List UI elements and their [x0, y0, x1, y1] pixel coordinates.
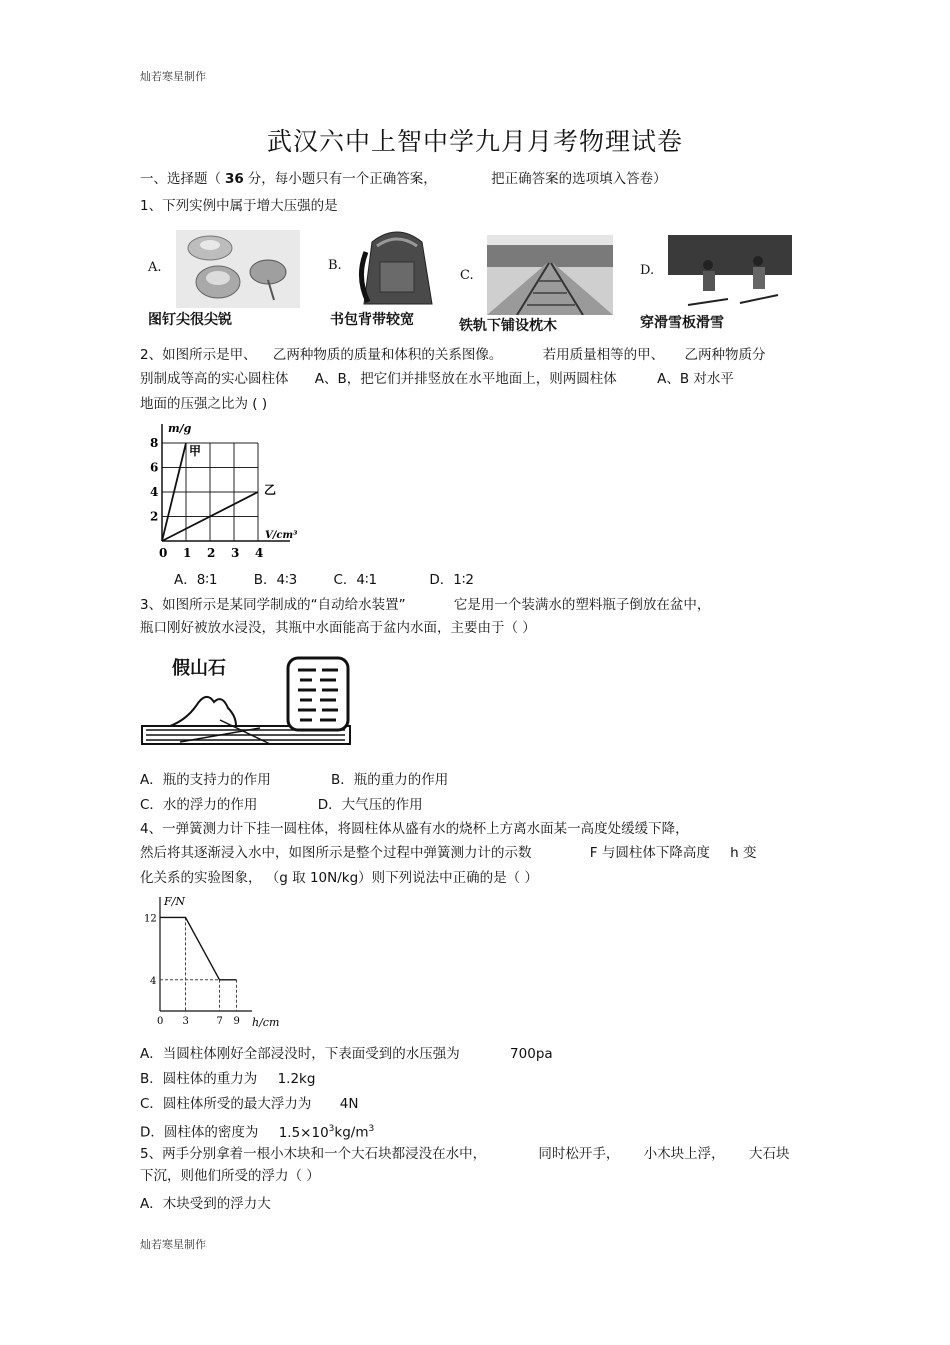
q5-line1-part3: 小木块上浮， [643, 1146, 725, 1162]
q4-line2-part2: F 与圆柱体下降高度 [589, 845, 710, 861]
fh-x-tick: 7 [216, 1016, 223, 1027]
q4-option-a [140, 1045, 553, 1063]
q2-line2 [140, 370, 734, 388]
q4-line1: 4、一弹簧测力计下挂一圆柱体，将圆柱体从盛有水的烧杯上方离水面某一高度处缓缓下降， [140, 821, 689, 837]
q5-line1 [140, 1145, 789, 1163]
mv-series-label: 甲 [189, 444, 202, 458]
q1-stem: 1、下列实例中属于增大压强的是 [140, 198, 338, 214]
q3-option-b: B．瓶的重力的作用 [331, 772, 449, 788]
railway-drawing [487, 235, 613, 315]
q2-line1-part4: 乙两种物质分 [684, 347, 766, 363]
fh-xlabel: h/cm [252, 1016, 280, 1029]
q5-line2: 下沉，则他们所受的浮力（ ） [140, 1168, 320, 1184]
skiing-drawing [668, 235, 792, 313]
thumbtack-image [176, 230, 300, 308]
q3-option-a: A．瓶的支持力的作用 [140, 772, 271, 788]
q4-option-c-value: 4N [339, 1096, 359, 1112]
q1-b-caption: 书包背带较宽 [330, 312, 414, 328]
q5-line1-part4: 大石块 [748, 1146, 790, 1162]
q4-option-c-text: C．圆柱体所受的最大浮力为 [140, 1096, 312, 1112]
q3-option-c: C．水的浮力的作用 [140, 797, 258, 813]
section-rest: 分，每小题只有一个正确答案， [247, 171, 437, 187]
q2-line2-part3: A、B 对水平 [657, 371, 734, 387]
fh-ylabel: F/N [164, 895, 185, 908]
mv-ylabel: m/g [168, 422, 192, 435]
q4-option-a-value: 700pa [510, 1046, 553, 1062]
q1-d-letter: D. [640, 263, 655, 278]
mv-x-tick: 3 [231, 546, 240, 560]
force-height-chart [140, 893, 290, 1033]
water-device-drawing [140, 650, 354, 752]
q4-option-c [140, 1095, 358, 1113]
q2-line1-part3: 若用质量相等的甲、 [542, 347, 665, 363]
q4-option-d-text: D．圆柱体的密度为 [140, 1124, 259, 1141]
q3-line1 [140, 596, 710, 614]
q2-options [174, 571, 474, 589]
q2-line2-part1: 别制成等高的实心圆柱体 [140, 371, 289, 387]
q3-options-row2 [140, 796, 423, 814]
mv-x-tick: 2 [207, 546, 216, 560]
page-footer: 灿若寒星制作 [140, 1238, 206, 1251]
q4-line2-part3: h 变 [730, 845, 757, 861]
q1-c-caption: 铁轨下铺设枕木 [459, 318, 557, 334]
mass-volume-chart [140, 418, 310, 563]
mv-series-label: 乙 [264, 483, 277, 497]
fh-series [160, 917, 237, 1011]
q4-option-b [140, 1070, 315, 1088]
q3-option-d: D．大气压的作用 [317, 797, 423, 813]
fh-y-tick: 12 [144, 913, 157, 925]
q2-option-b: B．4∶3 [253, 572, 298, 588]
rockery-label: 假山石 [172, 658, 226, 679]
mv-y-tick: 4 [150, 485, 159, 499]
q4-option-d-unit: kg/m [334, 1124, 369, 1141]
q2-line3: 地面的压强之比为 ( ) [140, 396, 268, 412]
q4-option-d-value: 1.5×10 [278, 1124, 329, 1141]
section-score: 36 [225, 171, 244, 187]
q4-option-b-value: 1.2kg [277, 1071, 316, 1087]
section-rest2: 把正确答案的选项填入答卷） [491, 171, 667, 187]
q2-line1-part2: 乙两种物质的质量和体积的关系图像。 [272, 347, 503, 363]
q1-c-letter: C. [460, 268, 474, 283]
q1-d-caption: 穿滑雪板滑雪 [640, 315, 724, 331]
q3-line1-part1: 3、如图所示是某同学制成的“自动给水装置” [140, 597, 406, 613]
q3-options-row1 [140, 771, 448, 789]
mv-y-tick: 8 [150, 436, 159, 450]
fh-x-tick: 0 [157, 1016, 164, 1027]
q2-option-c: C．4∶1 [333, 572, 378, 588]
q4-line2 [140, 844, 757, 862]
page-header: 灿若寒星制作 [140, 70, 206, 83]
mv-xlabel: V/cm³ [265, 530, 298, 541]
mv-y-tick: 6 [150, 460, 159, 475]
page-title: 武汉六中上智中学九月月考物理试卷 [266, 127, 683, 156]
mv-grid [162, 443, 258, 541]
q4-option-d-exponent: 3 [328, 1124, 335, 1134]
q2-line1-part1: 2、如图所示是甲、 [140, 347, 257, 363]
skiing-image [668, 235, 792, 313]
q3-line1-part2: 它是用一个装满水的塑料瓶子倒放在盆中， [453, 597, 711, 613]
mv-y-tick: 2 [150, 509, 159, 524]
q5-line1-part1: 5、两手分别拿着一根小木块和一个大石块都浸没在水中， [140, 1146, 487, 1162]
q2-option-d: D．1∶2 [429, 572, 474, 588]
q5-option-a: A．木块受到的浮力大 [140, 1196, 271, 1212]
water-device-figure [140, 650, 354, 752]
fh-x-tick: 9 [233, 1016, 240, 1027]
q4-line3: 化关系的实验图象， （g 取 10N/kg）则下列说法中正确的是（ ） [140, 870, 538, 886]
q4-option-a-text: A．当圆柱体刚好全部浸没时，下表面受到的水压强为 [140, 1046, 460, 1062]
fh-series-line [160, 917, 237, 979]
q2-option-a: A．8∶1 [174, 572, 218, 588]
mv-x-tick: 0 [159, 546, 168, 560]
fh-y-tick: 4 [150, 975, 157, 987]
q2-line2-part2: A、B，把它们并排竖放在水平地面上，则两圆柱体 [314, 371, 617, 387]
q3-line2: 瓶口刚好被放水浸没，其瓶中水面能高于盆内水面，主要由于（ ） [140, 620, 536, 636]
thumbtack-drawing [176, 230, 300, 308]
q5-line1-part2: 同时松开手， [538, 1146, 620, 1162]
q1-b-letter: B. [328, 258, 342, 273]
fh-x-tick: 3 [182, 1016, 189, 1027]
q4-line2-part1: 然后将其逐渐浸入水中，如图所示是整个过程中弹簧测力计的示数 [140, 845, 532, 861]
railway-image [487, 235, 613, 315]
q2-line1 [140, 346, 765, 364]
q4-option-d-unit-exponent: 3 [368, 1124, 375, 1134]
q1-a-caption: 图钉尖很尖锐 [148, 312, 232, 328]
mv-x-tick: 4 [255, 546, 264, 560]
section-text: 一、选择题（ [140, 171, 221, 187]
section-heading [140, 170, 667, 188]
mv-x-tick: 1 [183, 546, 192, 560]
backpack-image [352, 222, 442, 310]
q1-a-letter: A. [148, 260, 162, 275]
backpack-drawing [352, 222, 442, 310]
q4-option-b-text: B．圆柱体的重力为 [140, 1071, 258, 1087]
q4-option-d [140, 1120, 374, 1142]
